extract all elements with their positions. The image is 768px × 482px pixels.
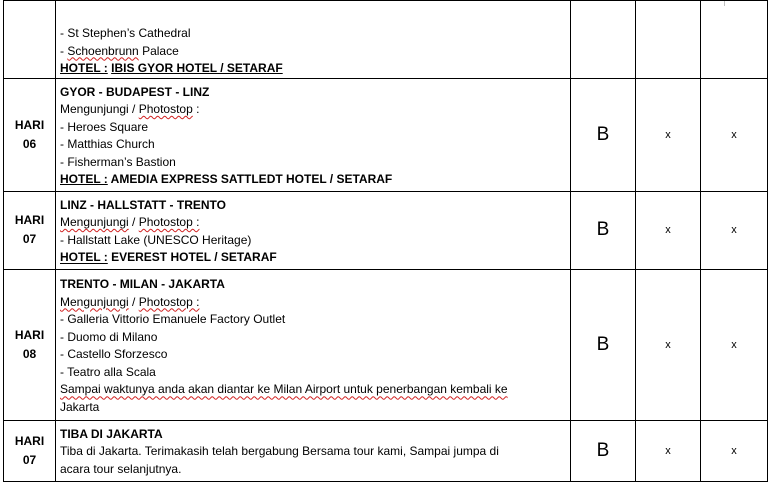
lunch-cell: x [636,269,701,420]
route-heading: TIBA DI JAKARTA [60,426,163,441]
hotel-line: HOTEL : AMEDIA EXPRESS SATTLEDT HOTEL / SETARAF [60,172,393,187]
list-item: - Duomo di Milano [60,329,158,344]
table-row [4,269,768,420]
body-text: Tiba di Jakarta. Terimakasih telah bergabung Bersama tour kami, Sampai jumpa di [60,444,499,459]
dinner-cell: x [701,420,768,481]
list-item: - Schoenbrunn Palace [60,43,179,58]
breakfast-cell: B [571,269,636,420]
list-item: - St Stephen’s Cathedral [60,26,191,40]
list-item: - Castello Sforzesco [60,347,168,362]
breakfast-cell: B [571,420,636,481]
dinner-cell [701,1,768,79]
visit-line: Mengunjungi / Photostop : [60,294,200,309]
list-item: - Hallstatt Lake (UNESCO Heritage) [60,232,252,247]
list-item: - Heroes Square [60,119,149,134]
lunch-cell [636,1,701,79]
day-cell: HARI 08 [4,269,56,420]
description-cell [56,269,571,420]
breakfast-cell: B [571,78,636,191]
table-row [4,420,768,481]
visit-line: Mengunjungi / Photostop : [60,215,200,230]
day-cell: HARI 06 [4,78,56,191]
day-cell: HARI 07 [4,420,56,481]
list-item: - Galleria Vittorio Emanuele Factory Outlet [60,312,286,327]
breakfast-cell: B [571,191,636,269]
table-row [4,78,768,191]
closing-text-cont: Jakarta [60,400,100,415]
table-row [4,191,768,269]
closing-text: Sampai waktunya anda akan diantar ke Milan Airport untuk penerbangan kembali ke [60,382,508,397]
lunch-cell: x [636,420,701,481]
route-heading: LINZ - HALLSTATT - TRENTO [60,197,226,212]
description-cell [56,1,571,79]
dinner-cell: x [701,191,768,269]
body-text-cont: acara tour selanjutnya. [60,462,182,477]
route-heading: GYOR - BUDAPEST - LINZ [60,84,210,99]
day-cell: HARI 07 [4,191,56,269]
lunch-cell: x [636,78,701,191]
table-row [4,1,768,79]
lunch-cell: x [636,191,701,269]
list-item: - Teatro alla Scala [60,364,156,379]
list-item: - Matthias Church [60,137,155,152]
hotel-line: HOTEL : IBIS GYOR HOTEL / SETARAF [60,61,283,76]
list-item: - Fisherman’s Bastion [60,154,176,169]
route-heading: TRENTO - MILAN - JAKARTA [60,276,225,291]
breakfast-cell [571,1,636,79]
description-cell [56,78,571,191]
dinner-cell: x [701,269,768,420]
visit-line: Mengunjungi / Photostop : [60,102,200,117]
description-cell [56,191,571,269]
itinerary-table [3,0,768,482]
dinner-cell: x [701,78,768,191]
hotel-line: HOTEL : EVEREST HOTEL / SETARAF [60,250,277,265]
description-cell [56,420,571,481]
day-cell [4,1,56,79]
